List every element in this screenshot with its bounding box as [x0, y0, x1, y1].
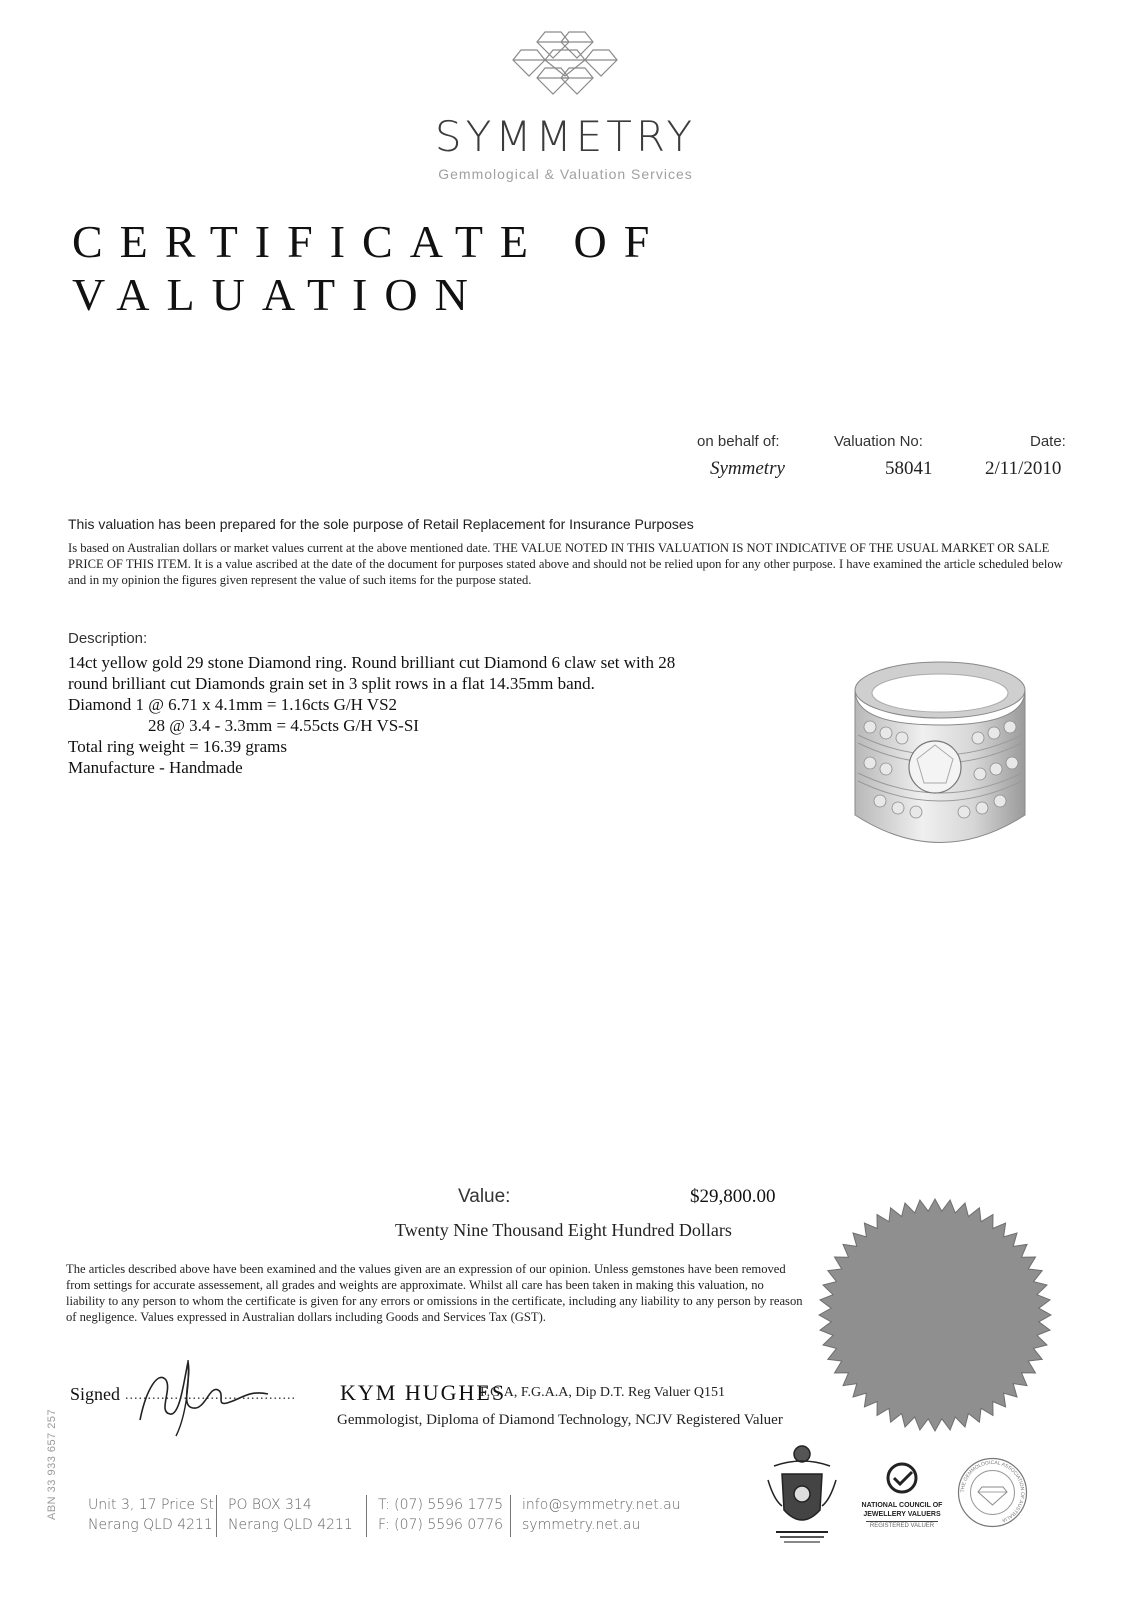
footer-fax-line: F: (07) 5596 0776: [378, 1517, 504, 1533]
footer-phone-line: T: (07) 5596 1775: [378, 1497, 504, 1513]
disclaimer-text: The articles described above have been examined and the values given are an expression of our opinion. Unless gemstones have been removed from settings for accurate assessement, all grades and weights are approximate. Whilst all care has been taken in making this valuation, no liability to any person to whom the certificate is given for any errors or omissions in the certificate, including any liability to any person by reason of negligence. Values expressed in Australian dollars including Goods and Services Tax (GST).: [66, 1262, 803, 1324]
footer-divider: [216, 1495, 217, 1537]
signer-qualifications: F.G.A, F.G.A.A, Dip D.T. Reg Valuer Q151: [480, 1385, 725, 1400]
footer-email[interactable]: info@symmetry.net.au: [522, 1497, 681, 1513]
value-in-words: Twenty Nine Thousand Eight Hundred Dollars: [395, 1220, 732, 1240]
footer-divider: [366, 1495, 367, 1537]
footer-address: [88, 1495, 214, 1535]
value-amount: $29,800.00: [690, 1186, 776, 1207]
description-text: [68, 652, 788, 778]
description-label: Description:: [68, 630, 148, 647]
abn-number: ABN 33 933 657 257: [46, 1408, 58, 1520]
description-line: Diamond 1 @ 6.71 x 4.1mm = 1.16cts G/H VS2: [68, 695, 398, 714]
valuation-purpose: This valuation has been prepared for the sole purpose of Retail Replacement for Insurance Purposes: [68, 516, 694, 532]
footer-po-box: [228, 1495, 353, 1535]
footer-po-line: Nerang QLD 4211: [228, 1517, 353, 1533]
brand-tagline: Gemmological & Valuation Services: [438, 166, 693, 182]
footer-address-line: Nerang QLD 4211: [88, 1517, 213, 1533]
date-value: 2/11/2010: [985, 458, 1062, 479]
on-behalf-label: on behalf of:: [697, 433, 780, 450]
ncjv-name: [858, 1501, 946, 1531]
footer-website[interactable]: symmetry.net.au: [522, 1517, 641, 1533]
ncjv-badge: [858, 1460, 946, 1532]
footer-web: [522, 1495, 681, 1535]
description-line: 14ct yellow gold 29 stone Diamond ring. Round brilliant cut Diamond 6 claw set with 28: [68, 653, 676, 672]
signed-label: Signed: [70, 1384, 121, 1404]
description-line: Total ring weight = 16.39 grams: [68, 737, 287, 756]
embossed-seal-icon: [815, 1195, 1055, 1435]
signer-title: Gemmologist, Diploma of Diamond Technology, NCJV Registered Valuer: [337, 1412, 783, 1428]
ncjv-registered: REGISTERED VALUER: [866, 1521, 938, 1531]
ncjv-logo-icon: [858, 1460, 946, 1496]
on-behalf-value: Symmetry: [710, 458, 785, 479]
brand-name: SYMMETRY: [434, 112, 697, 161]
footer-po-line: PO BOX 314: [228, 1497, 312, 1513]
description-line: round brilliant cut Diamonds grain set in 3 split rows in a flat 14.35mm band.: [68, 674, 595, 693]
ncjv-line: NATIONAL COUNCIL OF: [861, 1502, 943, 1509]
certificate-title: CERTIFICATE OF VALUATION: [72, 216, 667, 320]
gaa-badge-icon: [955, 1455, 1030, 1530]
description-line: Manufacture - Handmade: [68, 758, 243, 777]
signature-line: ......................................: [125, 1388, 296, 1403]
crest-logo-icon: [762, 1440, 842, 1550]
footer-phone: [378, 1495, 503, 1535]
footer-divider: [510, 1495, 511, 1537]
ring-photo: [840, 655, 1040, 855]
value-label: Value:: [458, 1186, 511, 1207]
footer-address-line: Unit 3, 17 Price St: [88, 1497, 214, 1513]
valuation-no-value: 58041: [885, 458, 933, 479]
valuation-basis-text: Is based on Australian dollars or market values current at the above mentioned date. THE VALUE NOTED IN THIS VALUATION IS NOT INDICATIVE OF THE USUAL MARKET OR SALE PRICE OF THIS ITEM. It is a value ascribed at the date of the document for purposes stated above and should not be relied upon for any other purpose. I have examined the article scheduled below and in my opinion the figures given represent the value of such items for the purpose stated.: [68, 541, 1063, 587]
ncjv-line: JEWELLERY VALUERS: [863, 1511, 941, 1518]
signer-name: KYM HUGHES: [340, 1380, 507, 1405]
description-line: 28 @ 3.4 - 3.3mm = 4.55cts G/H VS-SI: [148, 716, 419, 735]
valuation-no-label: Valuation No:: [834, 433, 923, 450]
handwritten-signature: [118, 1350, 288, 1440]
symmetry-logo-icon: [505, 28, 625, 98]
date-label: Date:: [1030, 433, 1066, 450]
gaa-text: THE GEMMOLOGICAL ASSOCIATION OF AUSTRALIA: [959, 1459, 1026, 1524]
